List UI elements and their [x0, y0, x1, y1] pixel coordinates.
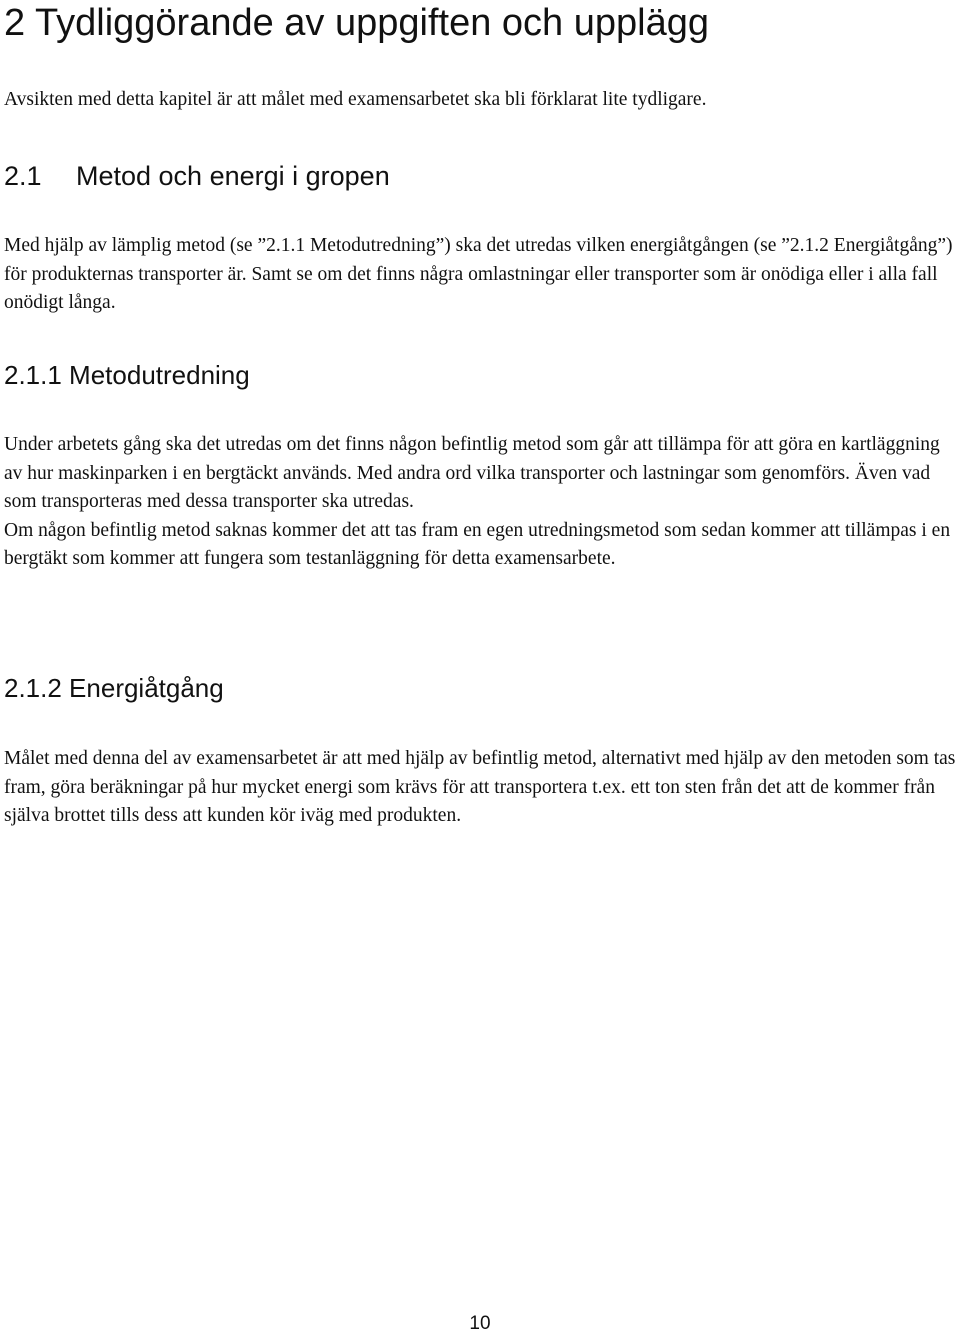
- section-number: 2.1: [4, 161, 42, 191]
- page-number: 10: [469, 1313, 491, 1334]
- section-title: Metod och energi i gropen: [76, 161, 390, 191]
- chapter-intro: Avsikten med detta kapitel är att målet med examensarbetet ska bli förklarat lite tydligare.: [4, 89, 707, 110]
- subsection-2-1-2-body: Målet med denna del av examensarbetet är att med hjälp av befintlig metod, alternativt med hjälp av den metoden som tas fram, göra beräkningar på hur mycket energi som krävs för att transportera t.ex. ett ton sten från det att de kommer från själva brottet tills dess att kunden kör iväg med produkten.: [4, 748, 956, 826]
- subsection-2-1-1-paragraph: Om någon befintlig metod saknas kommer det att tas fram en egen utredningsmetod som sedan kommer att tillämpas i en bergtäkt som kommer att fungera som testanläggning för detta examensarbete.: [4, 519, 951, 569]
- section-heading-2-1: [4, 160, 390, 192]
- chapter-heading: 2 Tydliggörande av uppgiften och upplägg: [4, 2, 709, 44]
- subsection-2-1-1-text: [4, 431, 960, 574]
- section-2-1-body: Med hjälp av lämplig metod (se ”2.1.1 Metodutredning”) ska det utredas vilken energiåtgången (se ”2.1.2 Energiåtgång”) för produkternas transporter är. Samt se om det finns några omlastningar eller transporter som är onödiga eller i alla fall onödigt långa.: [4, 235, 953, 313]
- subsection-heading-2-1-2: 2.1.2 Energiåtgång: [4, 673, 224, 703]
- subsection-2-1-1-paragraph: Under arbetets gång ska det utredas om det finns någon befintlig metod som går att tillämpa för att göra en kartläggning av hur maskinparken i en bergtäckt används. Med andra ord vilka transporter och lastningar som genomförs. Även vad som transporteras med dessa transporter ska utredas.: [4, 434, 940, 512]
- subsection-heading-2-1-1: 2.1.1 Metodutredning: [4, 360, 250, 390]
